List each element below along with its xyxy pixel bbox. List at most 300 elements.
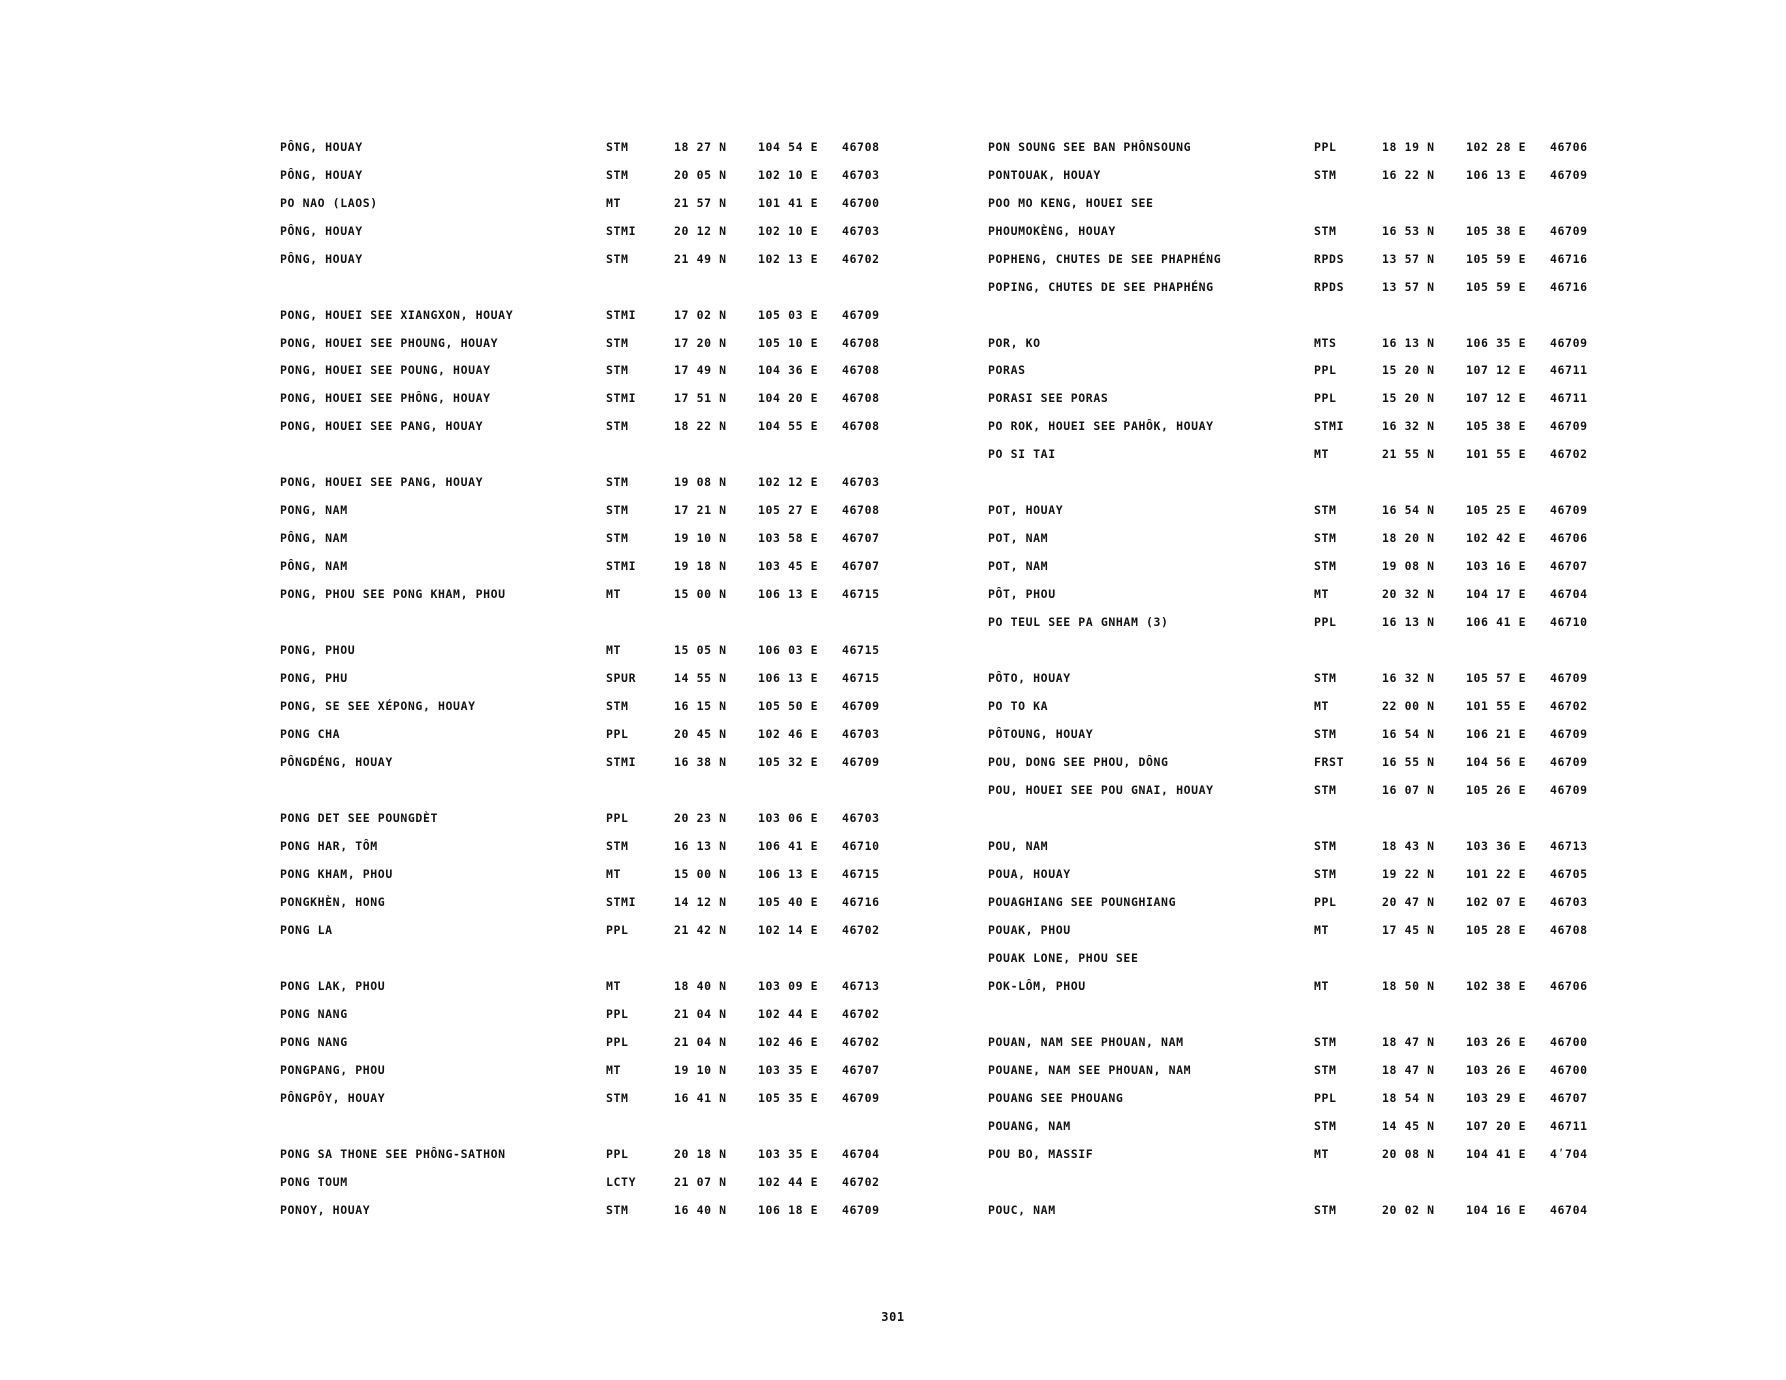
entry-name: POUAK, PHOU: [988, 923, 1071, 937]
entry-name: POUANG SEE PHOUANG: [988, 1091, 1124, 1105]
entry-type: STMI: [1314, 419, 1345, 433]
entry-name: PÔT, PHOU: [988, 587, 1056, 601]
entry-row: [988, 608, 1648, 636]
entry-name: PO TEUL SEE PA GNHAM (3): [988, 615, 1169, 629]
entry-latitude: 16 38 N: [674, 755, 727, 769]
entry-row: [280, 245, 940, 273]
entry-name: POUA, HOUAY: [988, 867, 1071, 881]
entry-longitude: 105 32 E: [758, 755, 819, 769]
entry-name: PONG NANG: [280, 1007, 348, 1021]
entry-type: MTS: [1314, 336, 1337, 350]
entry-longitude: 106 18 E: [758, 1203, 819, 1217]
entry-name: POUC, NAM: [988, 1203, 1056, 1217]
entry-type: STM: [1314, 503, 1337, 517]
entry-type: MT: [606, 867, 622, 881]
page-number: 301: [881, 1310, 905, 1324]
entry-row: [988, 916, 1648, 944]
entry-name: PONG, HOUEI SEE XIANGXON, HOUAY: [280, 308, 514, 322]
entry-row: [280, 329, 940, 357]
entry-sheet-code: 46715: [842, 587, 880, 601]
entry-latitude: 21 49 N: [674, 252, 727, 266]
entry-name: POUAN, NAM SEE PHOUAN, NAM: [988, 1035, 1184, 1049]
entry-longitude: 106 13 E: [1466, 168, 1527, 182]
entry-row: [988, 440, 1648, 468]
entry-longitude: 105 40 E: [758, 895, 819, 909]
entry-row: [280, 1000, 940, 1028]
entry-latitude: 19 10 N: [674, 1063, 727, 1077]
entry-longitude: 105 57 E: [1466, 671, 1527, 685]
entry-sheet-code: 46711: [1550, 391, 1588, 405]
entry-longitude: 107 12 E: [1466, 391, 1527, 405]
entry-name: PONG DET SEE POUNGDÈT: [280, 811, 438, 825]
entry-name: PONG TOUM: [280, 1175, 348, 1189]
entry-row: [988, 776, 1648, 804]
entry-sheet-code: 46703: [842, 811, 880, 825]
entry-sheet-code: 46716: [1550, 252, 1588, 266]
entry-name: PO SI TAI: [988, 447, 1056, 461]
entry-name: POU BO, MASSIF: [988, 1147, 1094, 1161]
entry-row: [280, 301, 940, 329]
entry-type: STM: [1314, 671, 1337, 685]
entry-sheet-code: 46710: [1550, 615, 1588, 629]
entry-type: LCTY: [606, 1175, 637, 1189]
entry-name: PONGPANG, PHOU: [280, 1063, 386, 1077]
entry-sheet-code: 46707: [1550, 559, 1588, 573]
entry-longitude: 104 16 E: [1466, 1203, 1527, 1217]
entry-latitude: 20 12 N: [674, 224, 727, 238]
entry-type: STM: [1314, 224, 1337, 238]
entry-longitude: 106 03 E: [758, 643, 819, 657]
entry-name: PONG, HOUEI SEE PHÔNG, HOUAY: [280, 391, 491, 405]
entry-latitude: 15 20 N: [1382, 363, 1435, 377]
entry-type: STM: [606, 1091, 629, 1105]
entry-row: [280, 552, 940, 580]
entry-latitude: 19 10 N: [674, 531, 727, 545]
entry-row: [988, 552, 1648, 580]
entry-type: PPL: [1314, 363, 1337, 377]
entry-name: PONG, NAM: [280, 503, 348, 517]
entry-name: PONG LAK, PHOU: [280, 979, 386, 993]
entry-type: PPL: [1314, 615, 1337, 629]
entry-name: PÔTOUNG, HOUAY: [988, 727, 1094, 741]
entry-latitude: 18 43 N: [1382, 839, 1435, 853]
right-column: [988, 0, 1648, 1380]
entry-name: POUANE, NAM SEE PHOUAN, NAM: [988, 1063, 1192, 1077]
entry-longitude: 106 13 E: [758, 671, 819, 685]
entry-sheet-code: 46709: [1550, 224, 1588, 238]
entry-type: PPL: [606, 1147, 629, 1161]
entry-longitude: 104 55 E: [758, 419, 819, 433]
entry-name: PONG, SE SEE XÉPONG, HOUAY: [280, 699, 476, 713]
entry-sheet-code: 46708: [842, 503, 880, 517]
entry-longitude: 105 38 E: [1466, 419, 1527, 433]
entry-name: PÔNG, NAM: [280, 531, 348, 545]
entry-name: PÔNG, HOUAY: [280, 224, 363, 238]
entry-row: [988, 1056, 1648, 1084]
entry-longitude: 102 12 E: [758, 475, 819, 489]
entry-sheet-code: 46708: [842, 363, 880, 377]
entry-row: [988, 133, 1648, 161]
entry-type: STM: [1314, 559, 1337, 573]
entry-latitude: 19 18 N: [674, 559, 727, 573]
entry-longitude: 102 38 E: [1466, 979, 1527, 993]
entry-latitude: 19 22 N: [1382, 867, 1435, 881]
entry-type: PPL: [606, 1007, 629, 1021]
entry-type: STM: [606, 252, 629, 266]
entry-sheet-code: 46704: [842, 1147, 880, 1161]
entry-latitude: 17 49 N: [674, 363, 727, 377]
entry-sheet-code: 46702: [842, 923, 880, 937]
entry-longitude: 102 13 E: [758, 252, 819, 266]
entry-longitude: 102 46 E: [758, 727, 819, 741]
entry-name: PORASI SEE PORAS: [988, 391, 1109, 405]
entry-longitude: 105 35 E: [758, 1091, 819, 1105]
entry-sheet-code: 46711: [1550, 1119, 1588, 1133]
entry-latitude: 16 15 N: [674, 699, 727, 713]
entry-longitude: 102 14 E: [758, 923, 819, 937]
entry-name: PÔTO, HOUAY: [988, 671, 1071, 685]
entry-sheet-code: 46703: [842, 475, 880, 489]
entry-longitude: 105 50 E: [758, 699, 819, 713]
entry-type: MT: [1314, 923, 1330, 937]
entry-row: [988, 1140, 1648, 1168]
entry-name: PÔNG, HOUAY: [280, 140, 363, 154]
entry-longitude: 103 45 E: [758, 559, 819, 573]
entry-latitude: 16 13 N: [674, 839, 727, 853]
entry-latitude: 18 19 N: [1382, 140, 1435, 154]
entry-type: STMI: [606, 391, 637, 405]
entry-type: PPL: [606, 727, 629, 741]
entry-sheet-code: 46708: [842, 391, 880, 405]
entry-sheet-code: 4ʹ704: [1550, 1147, 1588, 1161]
entry-latitude: 14 12 N: [674, 895, 727, 909]
entry-type: MT: [606, 643, 622, 657]
entry-sheet-code: 46709: [1550, 168, 1588, 182]
entry-sheet-code: 46700: [1550, 1063, 1588, 1077]
entry-sheet-code: 46702: [1550, 447, 1588, 461]
entry-row: [988, 1112, 1648, 1140]
entry-latitude: 14 45 N: [1382, 1119, 1435, 1133]
entry-latitude: 16 40 N: [674, 1203, 727, 1217]
entry-latitude: 17 21 N: [674, 503, 727, 517]
entry-type: PPL: [1314, 895, 1337, 909]
entry-row: [280, 1084, 940, 1112]
entry-longitude: 106 21 E: [1466, 727, 1527, 741]
entry-latitude: 20 45 N: [674, 727, 727, 741]
entry-name: PONG, HOUEI SEE PHOUNG, HOUAY: [280, 336, 499, 350]
entry-name: PORAS: [988, 363, 1026, 377]
entry-longitude: 103 16 E: [1466, 559, 1527, 573]
entry-latitude: 14 55 N: [674, 671, 727, 685]
entry-sheet-code: 46708: [1550, 923, 1588, 937]
entry-name: POR, KO: [988, 336, 1041, 350]
entry-row: [280, 832, 940, 860]
entry-latitude: 21 57 N: [674, 196, 727, 210]
entry-name: PÔNGPÔY, HOUAY: [280, 1091, 386, 1105]
entry-row: [280, 916, 940, 944]
entry-latitude: 16 53 N: [1382, 224, 1435, 238]
entry-type: STM: [1314, 1035, 1337, 1049]
entry-latitude: 15 20 N: [1382, 391, 1435, 405]
entry-latitude: 16 13 N: [1382, 615, 1435, 629]
entry-type: STM: [606, 839, 629, 853]
entry-latitude: 21 42 N: [674, 923, 727, 937]
entry-longitude: 104 20 E: [758, 391, 819, 405]
entry-latitude: 13 57 N: [1382, 280, 1435, 294]
entry-sheet-code: 46704: [1550, 1203, 1588, 1217]
entry-row: [280, 384, 940, 412]
entry-name: POPHENG, CHUTES DE SEE PHAPHÉNG: [988, 252, 1222, 266]
entry-type: MT: [1314, 699, 1330, 713]
entry-type: STM: [606, 531, 629, 545]
entry-type: MT: [606, 979, 622, 993]
entry-type: PPL: [606, 1035, 629, 1049]
entry-type: STMI: [606, 559, 637, 573]
entry-row: [280, 412, 940, 440]
entry-longitude: 106 41 E: [758, 839, 819, 853]
entry-name: PÔNG, NAM: [280, 559, 348, 573]
entry-sheet-code: 46709: [842, 699, 880, 713]
entry-row: [988, 1084, 1648, 1112]
entry-type: STM: [1314, 1203, 1337, 1217]
entry-longitude: 103 35 E: [758, 1147, 819, 1161]
entry-type: STM: [1314, 531, 1337, 545]
entry-sheet-code: 46708: [842, 140, 880, 154]
entry-row: [280, 1168, 940, 1196]
entry-latitude: 20 32 N: [1382, 587, 1435, 601]
entry-type: STM: [606, 475, 629, 489]
entry-name: PO ROK, HOUEI SEE PAHÔK, HOUAY: [988, 419, 1214, 433]
entry-longitude: 103 29 E: [1466, 1091, 1527, 1105]
entry-sheet-code: 46702: [842, 1035, 880, 1049]
entry-name: PONGKHÈN, HONG: [280, 895, 386, 909]
entry-type: PPL: [1314, 391, 1337, 405]
entry-sheet-code: 46700: [842, 196, 880, 210]
entry-type: STM: [606, 140, 629, 154]
entry-type: STM: [606, 503, 629, 517]
entry-longitude: 105 03 E: [758, 308, 819, 322]
entry-row: [988, 356, 1648, 384]
entry-longitude: 105 27 E: [758, 503, 819, 517]
entry-sheet-code: 46715: [842, 867, 880, 881]
entry-row: [988, 496, 1648, 524]
entry-latitude: 16 55 N: [1382, 755, 1435, 769]
entry-longitude: 105 25 E: [1466, 503, 1527, 517]
entry-row: [988, 972, 1648, 1000]
entry-sheet-code: 46702: [1550, 699, 1588, 713]
entry-name: PONG NANG: [280, 1035, 348, 1049]
entry-longitude: 103 06 E: [758, 811, 819, 825]
entry-row: [280, 1056, 940, 1084]
entry-sheet-code: 46707: [842, 531, 880, 545]
entry-longitude: 101 55 E: [1466, 699, 1527, 713]
entry-sheet-code: 46715: [842, 643, 880, 657]
entry-name: POO MO KENG, HOUEI SEE: [988, 196, 1154, 210]
entry-longitude: 102 07 E: [1466, 895, 1527, 909]
entry-type: PPL: [606, 811, 629, 825]
entry-longitude: 104 36 E: [758, 363, 819, 377]
entry-name: PONG LA: [280, 923, 333, 937]
entry-type: STM: [606, 699, 629, 713]
entry-type: MT: [1314, 587, 1330, 601]
entry-sheet-code: 46716: [842, 895, 880, 909]
entry-sheet-code: 46705: [1550, 867, 1588, 881]
entry-row: [988, 329, 1648, 357]
entry-sheet-code: 46700: [1550, 1035, 1588, 1049]
entry-row: [280, 133, 940, 161]
entry-latitude: 18 47 N: [1382, 1063, 1435, 1077]
entry-name: PONG, HOUEI SEE PANG, HOUAY: [280, 419, 484, 433]
entry-name: POT, NAM: [988, 559, 1049, 573]
entry-latitude: 20 08 N: [1382, 1147, 1435, 1161]
entry-longitude: 107 20 E: [1466, 1119, 1527, 1133]
entry-latitude: 22 00 N: [1382, 699, 1435, 713]
entry-latitude: 18 40 N: [674, 979, 727, 993]
entry-row: [280, 161, 940, 189]
entry-sheet-code: 46713: [842, 979, 880, 993]
entry-row: [280, 972, 940, 1000]
entry-name: POUAGHIANG SEE POUNGHIANG: [988, 895, 1177, 909]
entry-longitude: 102 10 E: [758, 224, 819, 238]
entry-type: STMI: [606, 895, 637, 909]
entry-type: STM: [606, 168, 629, 182]
entry-name: PHOUMOKÈNG, HOUAY: [988, 224, 1116, 238]
entry-row: [280, 860, 940, 888]
entry-type: PPL: [606, 923, 629, 937]
entry-latitude: 16 22 N: [1382, 168, 1435, 182]
entry-name: POUANG, NAM: [988, 1119, 1071, 1133]
entry-type: STMI: [606, 755, 637, 769]
entry-row: [988, 664, 1648, 692]
left-column: [280, 0, 940, 1380]
entry-sheet-code: 46708: [842, 336, 880, 350]
entry-longitude: 104 54 E: [758, 140, 819, 154]
entry-row: [280, 1140, 940, 1168]
entry-type: RPDS: [1314, 280, 1345, 294]
entry-sheet-code: 46709: [1550, 727, 1588, 741]
entry-row: [988, 217, 1648, 245]
entry-type: STM: [1314, 727, 1337, 741]
entry-type: FRST: [1314, 755, 1345, 769]
entry-name: POK-LÔM, PHOU: [988, 979, 1086, 993]
entry-row: [988, 748, 1648, 776]
entry-sheet-code: 46716: [1550, 280, 1588, 294]
entry-name: PONG, PHOU SEE PONG KHAM, PHOU: [280, 587, 506, 601]
entry-row: [988, 1196, 1648, 1224]
entry-type: STM: [606, 363, 629, 377]
entry-longitude: 102 42 E: [1466, 531, 1527, 545]
entry-type: STMI: [606, 224, 637, 238]
entry-longitude: 102 46 E: [758, 1035, 819, 1049]
entry-latitude: 20 18 N: [674, 1147, 727, 1161]
entry-name: PONG CHA: [280, 727, 341, 741]
entry-longitude: 106 35 E: [1466, 336, 1527, 350]
entry-row: [988, 412, 1648, 440]
entry-longitude: 101 55 E: [1466, 447, 1527, 461]
entry-sheet-code: 46709: [1550, 336, 1588, 350]
entry-type: MT: [606, 196, 622, 210]
entry-longitude: 107 12 E: [1466, 363, 1527, 377]
entry-row: [280, 1196, 940, 1224]
entry-latitude: 16 32 N: [1382, 419, 1435, 433]
entry-latitude: 19 08 N: [1382, 559, 1435, 573]
entry-latitude: 21 55 N: [1382, 447, 1435, 461]
entry-latitude: 21 04 N: [674, 1035, 727, 1049]
entry-type: PPL: [1314, 140, 1337, 154]
entry-row: [988, 580, 1648, 608]
entry-sheet-code: 46713: [1550, 839, 1588, 853]
entry-name: POU, DONG SEE PHOU, DÔNG: [988, 755, 1169, 769]
entry-type: RPDS: [1314, 252, 1345, 266]
entry-row: [280, 1028, 940, 1056]
entry-name: PÔNG, HOUAY: [280, 168, 363, 182]
entry-row: [988, 1028, 1648, 1056]
entry-name: PÔNG, HOUAY: [280, 252, 363, 266]
entry-row: [988, 189, 1648, 217]
entry-latitude: 18 47 N: [1382, 1035, 1435, 1049]
entry-longitude: 101 41 E: [758, 196, 819, 210]
entry-latitude: 21 07 N: [674, 1175, 727, 1189]
entry-row: [988, 384, 1648, 412]
entry-longitude: 102 10 E: [758, 168, 819, 182]
entry-row: [280, 804, 940, 832]
entry-type: STM: [1314, 867, 1337, 881]
entry-type: STM: [1314, 1119, 1337, 1133]
entry-sheet-code: 46702: [842, 252, 880, 266]
entry-latitude: 16 07 N: [1382, 783, 1435, 797]
entry-type: STM: [606, 1203, 629, 1217]
entry-type: MT: [1314, 447, 1330, 461]
entry-latitude: 20 23 N: [674, 811, 727, 825]
entry-name: PONG SA THONE SEE PHÔNG-SATHON: [280, 1147, 506, 1161]
entry-longitude: 106 13 E: [758, 587, 819, 601]
entry-longitude: 106 41 E: [1466, 615, 1527, 629]
entry-longitude: 104 17 E: [1466, 587, 1527, 601]
entry-longitude: 102 44 E: [758, 1007, 819, 1021]
entry-name: PO TO KA: [988, 699, 1049, 713]
entry-sheet-code: 46703: [1550, 895, 1588, 909]
entry-row: [280, 720, 940, 748]
entry-latitude: 13 57 N: [1382, 252, 1435, 266]
entry-row: [988, 888, 1648, 916]
entry-latitude: 16 41 N: [674, 1091, 727, 1105]
entry-latitude: 21 04 N: [674, 1007, 727, 1021]
entry-row: [988, 832, 1648, 860]
entry-row: [280, 580, 940, 608]
entry-longitude: 103 58 E: [758, 531, 819, 545]
entry-type: PPL: [1314, 1091, 1337, 1105]
entry-sheet-code: 46715: [842, 671, 880, 685]
entry-row: [280, 636, 940, 664]
entry-sheet-code: 46711: [1550, 363, 1588, 377]
entry-sheet-code: 46706: [1550, 531, 1588, 545]
entry-latitude: 18 54 N: [1382, 1091, 1435, 1105]
entry-row: [280, 524, 940, 552]
entry-sheet-code: 46707: [842, 559, 880, 573]
entry-longitude: 103 36 E: [1466, 839, 1527, 853]
entry-type: STM: [606, 336, 629, 350]
entry-sheet-code: 46709: [1550, 783, 1588, 797]
entry-longitude: 105 10 E: [758, 336, 819, 350]
entry-row: [988, 245, 1648, 273]
entry-sheet-code: 46703: [842, 168, 880, 182]
entry-name: PONG, HOUEI SEE POUNG, HOUAY: [280, 363, 491, 377]
entry-type: STM: [606, 419, 629, 433]
entry-name: PON SOUNG SEE BAN PHÔNSOUNG: [988, 140, 1192, 154]
entry-longitude: 102 44 E: [758, 1175, 819, 1189]
entry-sheet-code: 46702: [842, 1175, 880, 1189]
entry-name: PONG, HOUEI SEE PANG, HOUAY: [280, 475, 484, 489]
